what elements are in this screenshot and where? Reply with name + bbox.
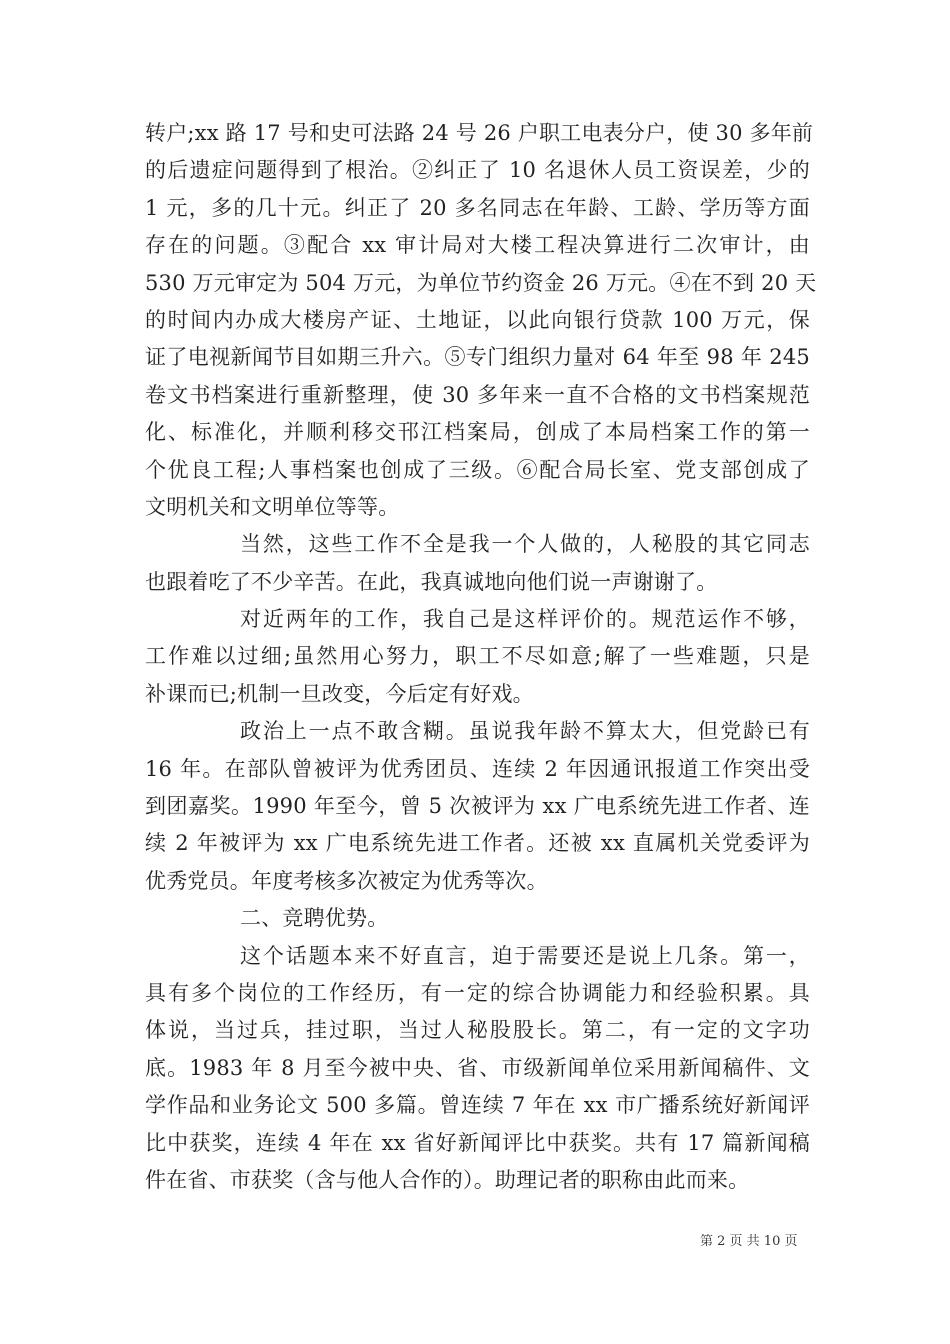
- text-line: 文明机关和文明单位等等。: [145, 494, 400, 519]
- text-line: 的时间内办成大楼房产证、土地证，以此向银行贷款 100 万元，保: [145, 307, 810, 332]
- paragraph: [145, 115, 817, 526]
- text-line: 卷文书档案进行重新整理，使 30 多年来一直不合格的文书档案规范: [145, 382, 810, 407]
- text-line: 学作品和业务论文 500 多篇。曾连续 7 年在 xx 市广播系统好新闻评: [145, 1093, 810, 1118]
- document-body: [145, 115, 817, 1199]
- text-line: 个优良工程;人事档案也创成了三级。⑥配合局长室、党支部创成了: [145, 457, 810, 482]
- text-line: 转户;xx 路 17 号和史可法路 24 号 26 户职工电表分户，使 30 多年前: [145, 121, 814, 145]
- text-line: 对近两年的工作，我自己是这样评价的。规范运作不够，: [240, 607, 810, 632]
- text-line: 二、竞聘优势。: [240, 906, 389, 931]
- text-line: 530 万元审定为 504 万元，为单位节约资金 26 万元。④在不到 20 天: [145, 270, 817, 295]
- paragraph: [145, 900, 810, 937]
- text-line: 1 元，多的几十元。纠正了 20 多名同志在年龄、工龄、学历等方面: [145, 195, 810, 220]
- text-line: 续 2 年被评为 xx 广电系统先进工作者。还被 xx 直属机关党委评为: [145, 831, 810, 856]
- text-line: 这个话题本来不好直言，迫于需要还是说上几条。第一，: [240, 943, 810, 968]
- paragraph: [145, 601, 810, 713]
- text-line: 体说，当过兵，挂过职，当过人秘股股长。第二，有一定的文字功: [145, 1018, 810, 1043]
- text-line: 的后遗症问题得到了根治。②纠正了 10 名退休人员工资误差，少的: [145, 158, 810, 183]
- text-line: 当然，这些工作不全是我一个人做的，人秘股的其它同志: [240, 532, 810, 557]
- paragraph: [145, 713, 810, 900]
- text-line: 存在的问题。③配合 xx 审计局对大楼工程决算进行二次审计，由: [145, 233, 810, 258]
- text-line: 具有多个岗位的工作经历，有一定的综合协调能力和经验积累。具: [145, 980, 810, 1005]
- paragraph: [145, 938, 810, 1200]
- page-number-footer: 第 2 页 共 10 页: [700, 1234, 798, 1249]
- text-line: 16 年。在部队曾被评为优秀团员、连续 2 年因通讯报道工作突出受: [145, 756, 810, 781]
- text-line: 化、标准化，并顺利移交邗江档案局，创成了本局档案工作的第一: [145, 420, 810, 445]
- text-line: 工作难以过细;虽然用心努力，职工不尽如意;解了一些难题，只是: [145, 644, 810, 669]
- text-line: 底。1983 年 8 月至今被中央、省、市级新闻单位采用新闻稿件、文: [145, 1055, 810, 1080]
- text-line: 优秀党员。年度考核多次被定为优秀等次。: [145, 868, 548, 893]
- text-line: 比中获奖，连续 4 年在 xx 省好新闻评比中获奖。共有 17 篇新闻稿: [145, 1130, 810, 1155]
- text-line: 补课而已;机制一旦改变，今后定有好戏。: [145, 681, 534, 706]
- text-line: 证了电视新闻节目如期三升六。⑤专门组织力量对 64 年至 98 年 245: [145, 345, 810, 370]
- text-line: 也跟着吃了不少辛苦。在此，我真诚地向他们说一声谢谢了。: [145, 569, 718, 594]
- text-line: 到团嘉奖。1990 年至今，曾 5 次被评为 xx 广电系统先进工作者、连: [145, 794, 810, 819]
- text-line: 件在省、市获奖（含与他人合作的）。助理记者的职称由此而来。: [145, 1167, 750, 1192]
- text-line: 政治上一点不敢含糊。虽说我年龄不算太大，但党龄已有: [240, 719, 810, 744]
- paragraph: [145, 526, 810, 601]
